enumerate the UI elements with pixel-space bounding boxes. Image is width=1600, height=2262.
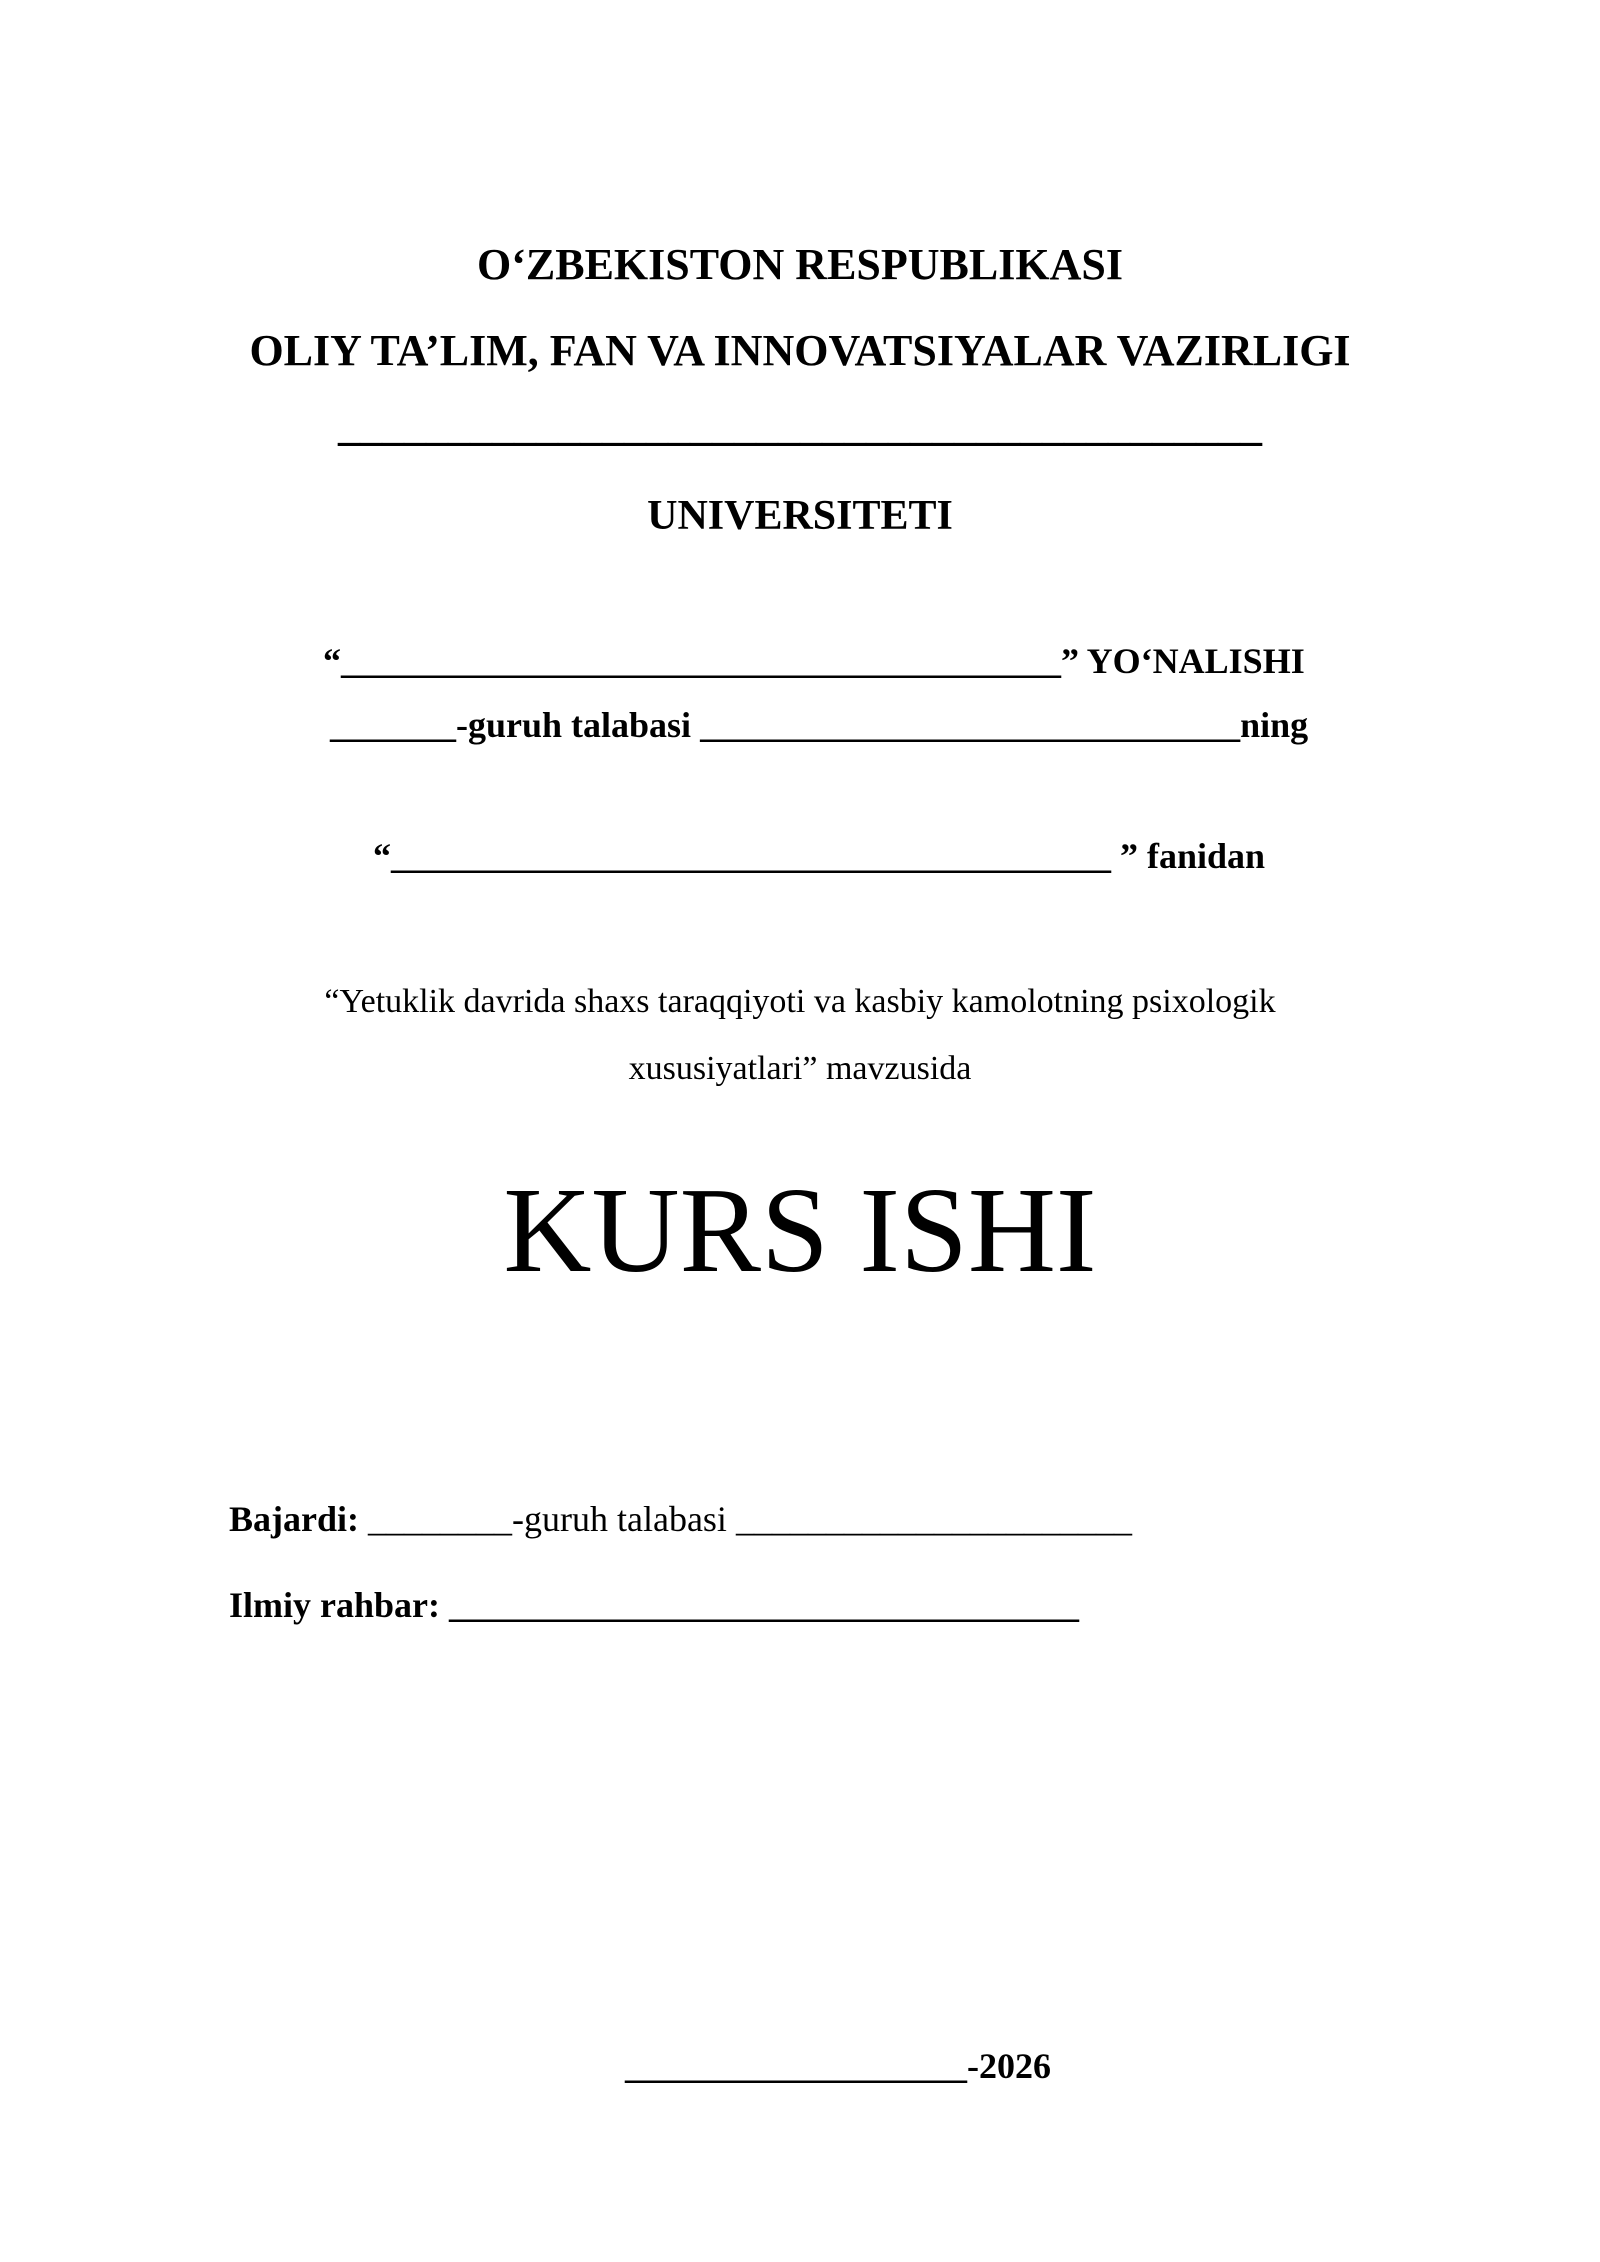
topic-line-2: xususiyatlari” mavzusida <box>628 1050 972 1087</box>
ministry-heading: OLIY TA’LIM, FAN VA INNOVATSIYALAR VAZIRLIGI <box>249 326 1351 375</box>
performer-label: Bajardi: <box>229 1499 359 1539</box>
supervisor-blank: ___________________________________ <box>449 1585 1079 1625</box>
performer-line <box>229 1501 1132 1537</box>
performer-group-blank: ________ <box>359 1499 512 1539</box>
subject-line <box>373 838 1265 874</box>
document-type-title: KURS ISHI <box>503 1163 1097 1298</box>
subject-blank: ________________________________________ <box>391 836 1111 876</box>
student-name-blank: ______________________________ <box>700 705 1241 745</box>
place-year-line <box>625 2048 1051 2084</box>
direction-line <box>323 643 1305 679</box>
direction-blank: ________________________________________ <box>341 641 1061 681</box>
supervisor-label: Ilmiy rahbar: <box>229 1585 449 1625</box>
subject-suffix: ” fanidan <box>1111 836 1266 876</box>
place-blank: ___________________ <box>625 2046 967 2086</box>
group-number-blank: _______ <box>330 705 456 745</box>
university-name-blank: __________________________________________ <box>338 401 1262 450</box>
direction-suffix: ” YO‘NALISHI <box>1061 641 1305 681</box>
year: -2026 <box>967 2046 1051 2086</box>
genitive-suffix: ning <box>1240 705 1309 745</box>
performer-group-label: -guruh talabasi <box>512 1499 736 1539</box>
group-label: -guruh talabasi <box>456 705 701 745</box>
direction-open-quote: “ <box>323 641 341 681</box>
student-group-line <box>330 707 1308 743</box>
supervisor-line <box>229 1587 1079 1623</box>
performer-name-blank: ______________________ <box>735 1499 1132 1539</box>
topic-line-1: “Yetuklik davrida shaxs taraqqiyoti va kasbiy kamolotning psixologik <box>324 983 1276 1020</box>
university-label: UNIVERSITETI <box>647 493 953 539</box>
subject-open-quote: “ <box>373 836 391 876</box>
country-heading: O‘ZBEKISTON RESPUBLIKASI <box>477 240 1123 289</box>
